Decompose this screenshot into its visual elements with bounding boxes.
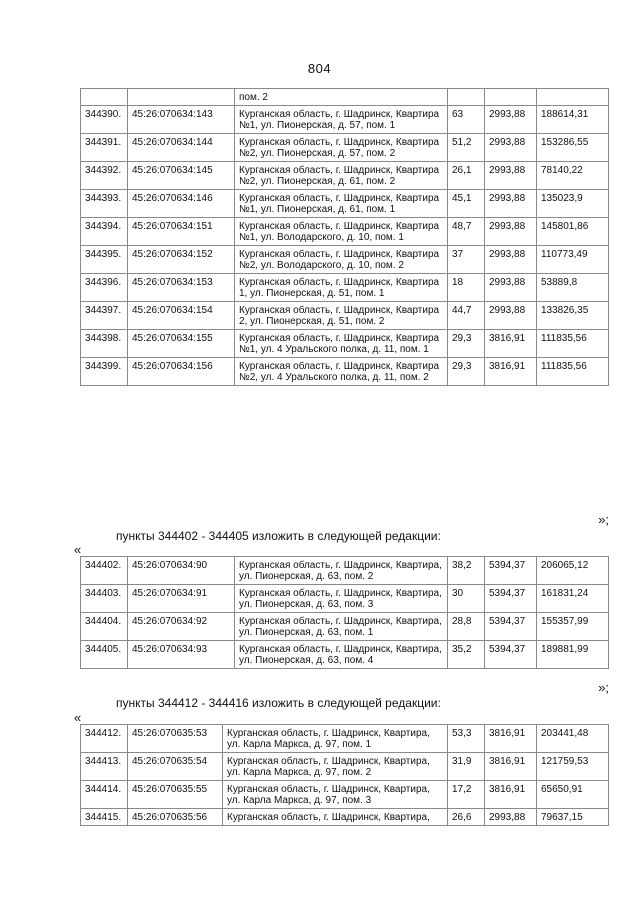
cadastral-value-cell: 206065,12 bbox=[537, 557, 609, 585]
table-row bbox=[81, 106, 609, 134]
area-cell: 45,1 bbox=[448, 190, 485, 218]
address-cell: Курганская область, г. Шадринск, Квартира, ул. Карла Маркса, д. 97, пом. 3 bbox=[223, 781, 448, 809]
cadastral-number-cell: 45:26:070634:144 bbox=[128, 134, 235, 162]
table-row bbox=[81, 557, 609, 585]
table-row bbox=[81, 753, 609, 781]
cadastral-value-cell bbox=[537, 89, 609, 106]
table-row bbox=[81, 246, 609, 274]
address-cell: Курганская область, г. Шадринск, Квартира №1, ул. Пионерская, д. 61, пом. 1 bbox=[235, 190, 448, 218]
address-cell: Курганская область, г. Шадринск, Квартира, ул. Карла Маркса, д. 97, пом. 2 bbox=[223, 753, 448, 781]
unit-value-cell: 3816,91 bbox=[485, 330, 537, 358]
cadastral-value-cell: 110773,49 bbox=[537, 246, 609, 274]
cadastral-value-cell: 78140,22 bbox=[537, 162, 609, 190]
unit-value-cell: 5394,37 bbox=[485, 557, 537, 585]
cadastral-value-cell: 161831,24 bbox=[537, 585, 609, 613]
table-row bbox=[81, 274, 609, 302]
row-number-cell: 344392. bbox=[81, 162, 128, 190]
table-row bbox=[81, 162, 609, 190]
cadastral-number-cell: 45:26:070635:54 bbox=[128, 753, 223, 781]
area-cell: 26,1 bbox=[448, 162, 485, 190]
row-number-cell: 344394. bbox=[81, 218, 128, 246]
table-row bbox=[81, 302, 609, 330]
address-cell: Курганская область, г. Шадринск, Квартира №1, ул. Володарского, д. 10, пом. 1 bbox=[235, 218, 448, 246]
unit-value-cell: 3816,91 bbox=[485, 781, 537, 809]
cadastral-number-cell bbox=[128, 89, 235, 106]
row-number-cell: 344395. bbox=[81, 246, 128, 274]
table-row bbox=[81, 134, 609, 162]
unit-value-cell: 5394,37 bbox=[485, 585, 537, 613]
area-cell: 29,3 bbox=[448, 358, 485, 386]
row-number-cell: 344412. bbox=[81, 725, 128, 753]
table-row bbox=[81, 809, 609, 826]
area-cell: 30 bbox=[448, 585, 485, 613]
unit-value-cell: 2993,88 bbox=[485, 809, 537, 826]
unit-value-cell: 3816,91 bbox=[485, 753, 537, 781]
opening-quote-mark: « bbox=[74, 542, 82, 557]
address-cell: Курганская область, г. Шадринск, Квартира №2, ул. Володарского, д. 10, пом. 2 bbox=[235, 246, 448, 274]
row-number-cell: 344414. bbox=[81, 781, 128, 809]
address-cell: Курганская область, г. Шадринск, Квартира, ул. Карла Маркса, д. 97, пом. 1 bbox=[223, 725, 448, 753]
row-number-cell: 344391. bbox=[81, 134, 128, 162]
area-cell: 18 bbox=[448, 274, 485, 302]
table-row bbox=[81, 725, 609, 753]
area-cell: 31,9 bbox=[448, 753, 485, 781]
unit-value-cell: 5394,37 bbox=[485, 641, 537, 669]
cadastral-value-cell: 155357,99 bbox=[537, 613, 609, 641]
cadastral-number-cell: 45:26:070635:55 bbox=[128, 781, 223, 809]
row-number-cell bbox=[81, 89, 128, 106]
address-cell: Курганская область, г. Шадринск, Квартира №2, ул. Пионерская, д. 61, пом. 2 bbox=[235, 162, 448, 190]
table-row bbox=[81, 358, 609, 386]
table-row bbox=[81, 190, 609, 218]
area-cell: 44,7 bbox=[448, 302, 485, 330]
amendment-instruction: пункты 344412 - 344416 изложить в следующей редакции: bbox=[116, 696, 441, 710]
cadastral-value-cell: 79637,15 bbox=[537, 809, 609, 826]
table-row bbox=[81, 613, 609, 641]
cadastral-value-cell: 188614,31 bbox=[537, 106, 609, 134]
row-number-cell: 344405. bbox=[81, 641, 128, 669]
row-number-cell: 344402. bbox=[81, 557, 128, 585]
unit-value-cell: 2993,88 bbox=[485, 190, 537, 218]
table-row bbox=[81, 218, 609, 246]
row-number-cell: 344413. bbox=[81, 753, 128, 781]
address-cell: Курганская область, г. Шадринск, Квартира №1, ул. Пионерская, д. 57, пом. 1 bbox=[235, 106, 448, 134]
address-cell: Курганская область, г. Шадринск, Квартира 1, ул. Пионерская, д. 51, пом. 1 bbox=[235, 274, 448, 302]
area-cell: 17,2 bbox=[448, 781, 485, 809]
area-cell: 51,2 bbox=[448, 134, 485, 162]
cadastral-value-cell: 111835,56 bbox=[537, 330, 609, 358]
cadastral-value-cell: 53889,8 bbox=[537, 274, 609, 302]
unit-value-cell bbox=[485, 89, 537, 106]
row-number-cell: 344404. bbox=[81, 613, 128, 641]
area-cell: 35,2 bbox=[448, 641, 485, 669]
table-row bbox=[81, 781, 609, 809]
table-row bbox=[81, 89, 609, 106]
cadastral-number-cell: 45:26:070634:156 bbox=[128, 358, 235, 386]
cadastral-number-cell: 45:26:070635:56 bbox=[128, 809, 223, 826]
cadastral-value-cell: 111835,56 bbox=[537, 358, 609, 386]
address-cell: Курганская область, г. Шадринск, Квартира №2, ул. Пионерская, д. 57, пом. 2 bbox=[235, 134, 448, 162]
area-cell: 29,3 bbox=[448, 330, 485, 358]
unit-value-cell: 2993,88 bbox=[485, 218, 537, 246]
cadastral-value-cell: 145801,86 bbox=[537, 218, 609, 246]
cadastral-number-cell: 45:26:070635:53 bbox=[128, 725, 223, 753]
row-number-cell: 344403. bbox=[81, 585, 128, 613]
address-cell: Курганская область, г. Шадринск, Квартира, ул. Пионерская, д. 63, пом. 2 bbox=[235, 557, 448, 585]
row-number-cell: 344399. bbox=[81, 358, 128, 386]
address-cell: Курганская область, г. Шадринск, Квартира, ул. Пионерская, д. 63, пом. 4 bbox=[235, 641, 448, 669]
address-cell: Курганская область, г. Шадринск, Квартира №2, ул. 4 Уральского полка, д. 11, пом. 2 bbox=[235, 358, 448, 386]
cadastral-value-cell: 189881,99 bbox=[537, 641, 609, 669]
row-number-cell: 344396. bbox=[81, 274, 128, 302]
table-row bbox=[81, 330, 609, 358]
unit-value-cell: 5394,37 bbox=[485, 613, 537, 641]
row-number-cell: 344398. bbox=[81, 330, 128, 358]
page-number: 804 bbox=[307, 61, 332, 76]
cadastral-number-cell: 45:26:070634:90 bbox=[128, 557, 235, 585]
area-cell bbox=[448, 89, 485, 106]
cadastral-number-cell: 45:26:070634:145 bbox=[128, 162, 235, 190]
cadastral-number-cell: 45:26:070634:151 bbox=[128, 218, 235, 246]
table-row bbox=[81, 641, 609, 669]
cadastral-number-cell: 45:26:070634:153 bbox=[128, 274, 235, 302]
cadastral-value-cell: 153286,55 bbox=[537, 134, 609, 162]
opening-quote-mark: « bbox=[74, 710, 82, 725]
unit-value-cell: 3816,91 bbox=[485, 358, 537, 386]
address-cell: Курганская область, г. Шадринск, Квартира №1, ул. 4 Уральского полка, д. 11, пом. 1 bbox=[235, 330, 448, 358]
area-cell: 28,8 bbox=[448, 613, 485, 641]
unit-value-cell: 2993,88 bbox=[485, 162, 537, 190]
area-cell: 53,3 bbox=[448, 725, 485, 753]
area-cell: 26,6 bbox=[448, 809, 485, 826]
cadastral-number-cell: 45:26:070634:143 bbox=[128, 106, 235, 134]
cadastral-number-cell: 45:26:070634:92 bbox=[128, 613, 235, 641]
unit-value-cell: 2993,88 bbox=[485, 274, 537, 302]
address-cell: Курганская область, г. Шадринск, Квартира, bbox=[223, 809, 448, 826]
cadastral-value-cell: 135023,9 bbox=[537, 190, 609, 218]
area-cell: 63 bbox=[448, 106, 485, 134]
cadastral-number-cell: 45:26:070634:152 bbox=[128, 246, 235, 274]
area-cell: 48,7 bbox=[448, 218, 485, 246]
unit-value-cell: 2993,88 bbox=[485, 302, 537, 330]
row-number-cell: 344390. bbox=[81, 106, 128, 134]
cadastral-number-cell: 45:26:070634:154 bbox=[128, 302, 235, 330]
cadastral-value-cell: 65650,91 bbox=[537, 781, 609, 809]
area-cell: 38,2 bbox=[448, 557, 485, 585]
address-cell: Курганская область, г. Шадринск, Квартира, ул. Пионерская, д. 63, пом. 1 bbox=[235, 613, 448, 641]
cadastral-number-cell: 45:26:070634:155 bbox=[128, 330, 235, 358]
cadastral-value-cell: 203441,48 bbox=[537, 725, 609, 753]
unit-value-cell: 2993,88 bbox=[485, 246, 537, 274]
unit-value-cell: 2993,88 bbox=[485, 106, 537, 134]
cadastral-value-cell: 133826,35 bbox=[537, 302, 609, 330]
address-cell: пом. 2 bbox=[235, 89, 448, 106]
address-cell: Курганская область, г. Шадринск, Квартира, ул. Пионерская, д. 63, пом. 3 bbox=[235, 585, 448, 613]
cadastral-table-1 bbox=[80, 88, 609, 386]
row-number-cell: 344415. bbox=[81, 809, 128, 826]
unit-value-cell: 2993,88 bbox=[485, 134, 537, 162]
cadastral-number-cell: 45:26:070634:93 bbox=[128, 641, 235, 669]
area-cell: 37 bbox=[448, 246, 485, 274]
cadastral-value-cell: 121759,53 bbox=[537, 753, 609, 781]
cadastral-number-cell: 45:26:070634:146 bbox=[128, 190, 235, 218]
cadastral-table-3 bbox=[80, 724, 609, 826]
cadastral-table-2 bbox=[80, 556, 609, 669]
row-number-cell: 344397. bbox=[81, 302, 128, 330]
cadastral-number-cell: 45:26:070634:91 bbox=[128, 585, 235, 613]
row-number-cell: 344393. bbox=[81, 190, 128, 218]
address-cell: Курганская область, г. Шадринск, Квартира 2, ул. Пионерская, д. 51, пом. 2 bbox=[235, 302, 448, 330]
unit-value-cell: 3816,91 bbox=[485, 725, 537, 753]
amendment-instruction: пункты 344402 - 344405 изложить в следующей редакции: bbox=[116, 529, 441, 543]
closing-quote-mark: »; bbox=[598, 512, 609, 527]
table-row bbox=[81, 585, 609, 613]
closing-quote-mark: »; bbox=[598, 680, 609, 695]
